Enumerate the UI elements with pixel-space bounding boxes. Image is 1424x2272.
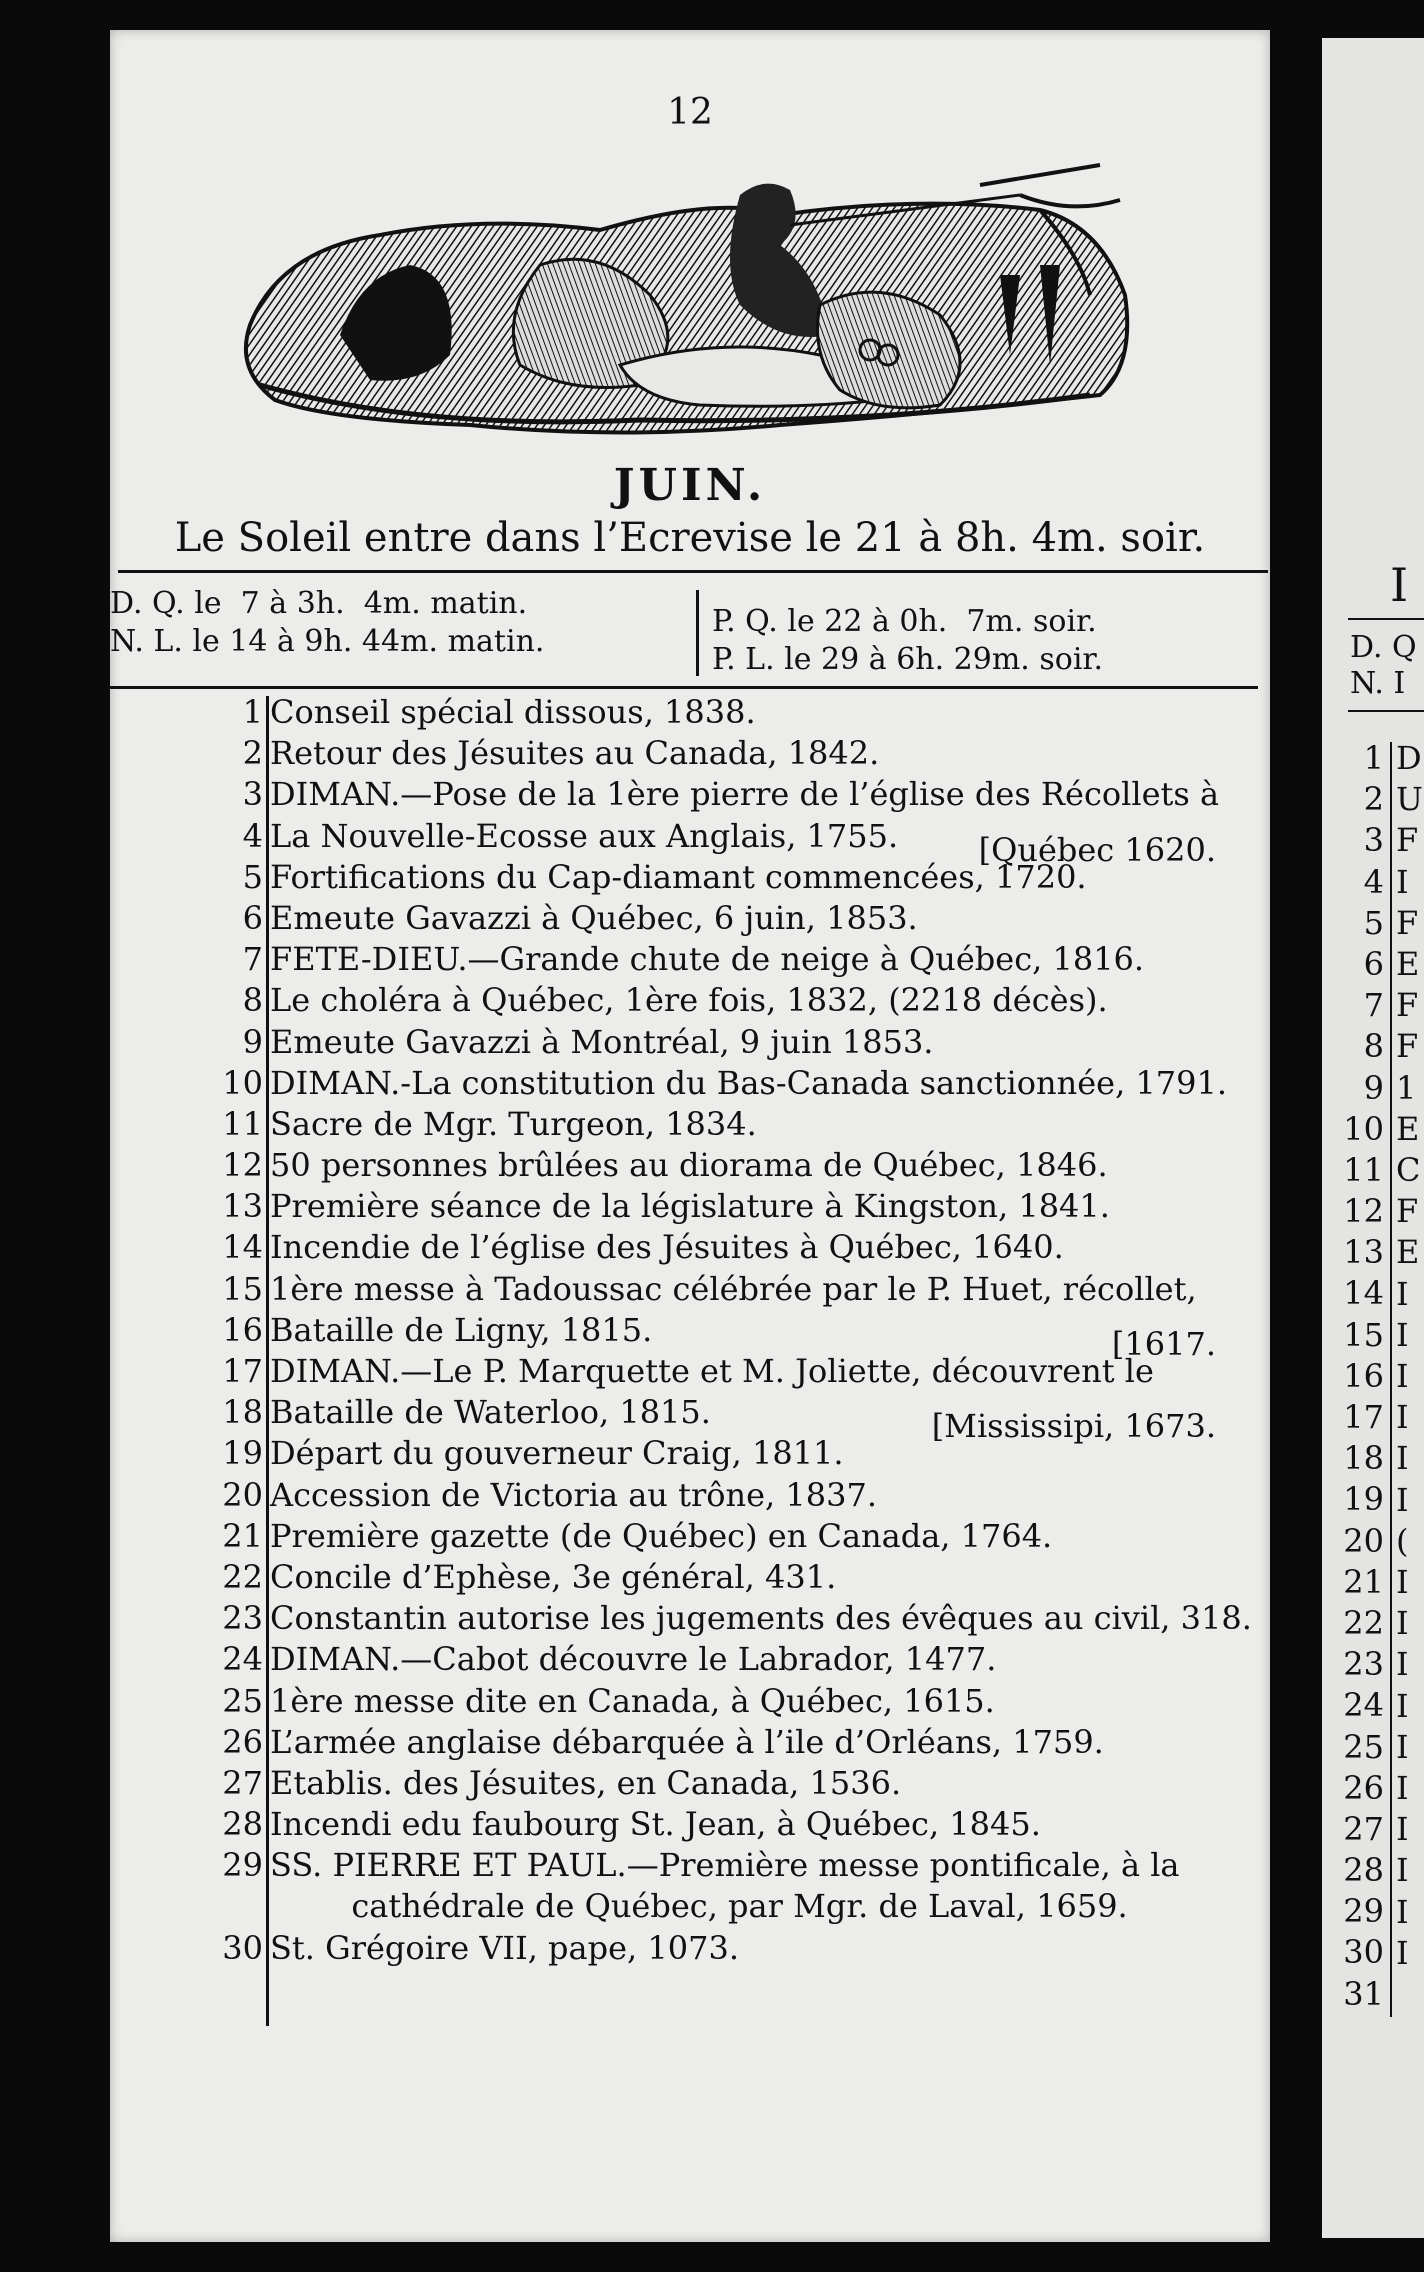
next-page-day-number: 18 <box>1343 1439 1384 1478</box>
day-number: 3 <box>242 775 263 814</box>
month-title: JUIN. <box>613 460 767 511</box>
next-page-day-number: 2 <box>1363 780 1384 819</box>
next-page-day-number: 16 <box>1343 1356 1384 1395</box>
entry-text: Emeute Gavazzi à Montréal, 9 juin 1853. <box>270 1022 934 1061</box>
entry-text: Le choléra à Québec, 1ère fois, 1832, (2218 décès). <box>270 981 1108 1020</box>
entry-text: DIMAN.—Le P. Marquette et M. Joliette, découvrent le <box>270 1352 1154 1390</box>
next-page-letter: U <box>1396 780 1423 819</box>
next-page-letter: I <box>1396 1933 1409 1972</box>
list-item <box>110 692 1270 733</box>
day-number: 19 <box>222 1434 263 1473</box>
next-page-day-number: 27 <box>1343 1809 1384 1848</box>
list-item <box>110 1104 1270 1145</box>
day-number: 13 <box>222 1187 263 1226</box>
next-page-day-number: 22 <box>1343 1603 1384 1642</box>
moon-phase-pl: P. L. le 29 à 6h. 29m. soir. <box>712 642 1103 677</box>
list-item <box>110 939 1270 980</box>
next-page-day-number: 7 <box>1363 986 1384 1025</box>
page-number: 12 <box>667 92 713 133</box>
day-number: 1 <box>242 693 263 731</box>
next-page-day-number: 13 <box>1343 1233 1384 1272</box>
day-number: 18 <box>222 1393 263 1432</box>
next-page-letter: I <box>1396 1604 1409 1643</box>
entry-text: 1ère messe dite en Canada, à Québec, 1615. <box>270 1681 995 1720</box>
entry-text: DIMAN.-La constitution du Bas-Canada sanctionnée, 1791. <box>270 1063 1228 1102</box>
entry-text: Sacre de Mgr. Turgeon, 1834. <box>270 1104 757 1143</box>
entry-text: Constantin autorise les jugements des évêques au civil, 318. <box>270 1599 1252 1638</box>
next-page-rule <box>1348 618 1424 620</box>
entry-text: Retour des Jésuites au Canada, 1842. <box>270 734 880 773</box>
entry-text: Fortifications du Cap-diamant commencées, 1720. <box>270 857 1087 896</box>
day-number: 25 <box>222 1681 263 1720</box>
next-page-letter: I <box>1396 1892 1409 1931</box>
next-page-letter: D <box>1396 739 1422 777</box>
next-page-letter: F <box>1396 1192 1419 1231</box>
next-page-day-number: 3 <box>1363 821 1384 860</box>
list-item <box>110 1928 1270 1969</box>
next-page-day-number: 6 <box>1363 944 1384 983</box>
next-page-letter: I <box>1396 1645 1409 1684</box>
next-page-letter: I <box>1396 1357 1409 1395</box>
day-number: 26 <box>222 1722 263 1761</box>
next-page-letter: I <box>1396 1686 1409 1725</box>
entry-text: Première gazette (de Québec) en Canada, 1764. <box>270 1516 1053 1555</box>
phases-top-rule <box>118 570 1268 573</box>
entry-text: La Nouvelle-Ecosse aux Anglais, 1755. <box>270 816 899 855</box>
list-item <box>110 1845 1270 1886</box>
day-number: 4 <box>242 816 263 855</box>
list-item <box>110 1598 1270 1639</box>
day-number: 14 <box>222 1228 263 1267</box>
next-page-day-list <box>1322 738 1390 2015</box>
list-item <box>110 1557 1270 1598</box>
entry-text: Bataille de Waterloo, 1815. <box>270 1393 711 1432</box>
next-page-day-number: 29 <box>1343 1892 1384 1931</box>
next-page-letter: I <box>1396 1274 1409 1313</box>
next-page-day-number: 14 <box>1343 1274 1384 1313</box>
next-page-day-number: 20 <box>1343 1521 1384 1560</box>
moon-phase-pq: P. Q. le 22 à 0h. 7m. soir. <box>712 604 1097 639</box>
phases-bottom-rule <box>110 686 1258 689</box>
list-item <box>110 816 1270 869</box>
next-page-day-number: 8 <box>1363 1027 1384 1066</box>
day-number: 6 <box>242 898 263 937</box>
next-page-day-number: 25 <box>1343 1727 1384 1766</box>
list-item <box>110 1186 1270 1227</box>
next-page-edge <box>1322 38 1424 2238</box>
sun-entry: Le Soleil entre dans l’Ecrevise le 21 à 8h. 4m. soir. <box>174 515 1206 561</box>
entries-list <box>110 692 1270 1969</box>
list-item <box>110 1145 1270 1186</box>
next-page-letter: F <box>1396 821 1419 860</box>
entry-text: SS. PIERRE ET PAUL.—Première messe pontificale, à la <box>270 1846 1180 1885</box>
entry-text: 50 personnes brûlées au diorama de Québec, 1846. <box>270 1146 1108 1185</box>
next-page-letter: I <box>1396 1810 1409 1849</box>
next-page-letter: I <box>1396 1727 1409 1766</box>
next-page-letter: I <box>1396 862 1409 901</box>
entry-continuation: [1617. <box>1111 1324 1216 1363</box>
next-page-letter: I <box>1396 1315 1409 1354</box>
next-page-letter: E <box>1396 1233 1420 1272</box>
day-number: 29 <box>222 1846 263 1885</box>
list-item <box>110 1351 1270 1392</box>
phases-divider <box>696 590 699 676</box>
list-item <box>110 774 1270 815</box>
list-item <box>110 1681 1270 1722</box>
moon-phase-dq: D. Q. le 7 à 3h. 4m. matin. <box>110 586 528 621</box>
day-number: 20 <box>222 1475 263 1514</box>
next-page-day-number: 9 <box>1363 1068 1384 1107</box>
entry-continuation: [Mississipi, 1673. <box>931 1407 1216 1446</box>
day-number: 7 <box>242 940 263 979</box>
next-page-phase-2: N. I <box>1350 666 1406 701</box>
day-number: 22 <box>222 1557 263 1596</box>
day-number: 30 <box>222 1928 263 1967</box>
next-page-letter: F <box>1396 1027 1419 1066</box>
next-page-day-number: 4 <box>1363 862 1384 901</box>
next-page-title-fragment: I <box>1390 558 1409 612</box>
next-page-rule-2 <box>1348 710 1424 712</box>
next-page-letter: I <box>1396 1851 1409 1890</box>
entry-text: L’armée anglaise débarquée à l’ile d’Orléans, 1759. <box>270 1722 1104 1761</box>
entry-text: Départ du gouverneur Craig, 1811. <box>270 1434 844 1473</box>
day-number: 24 <box>222 1640 263 1679</box>
list-item <box>110 1310 1270 1363</box>
next-page-letter: I <box>1396 1563 1409 1601</box>
entry-text: St. Grégoire VII, pape, 1073. <box>270 1928 739 1967</box>
entry-text: Accession de Victoria au trône, 1837. <box>270 1475 877 1514</box>
engraving-illustration <box>220 155 1140 445</box>
list-item <box>110 1269 1270 1310</box>
next-page-day-number: 12 <box>1343 1192 1384 1231</box>
day-number: 2 <box>242 734 263 773</box>
entry-text: Bataille de Ligny, 1815. <box>270 1310 653 1349</box>
entry-text: 1ère messe à Tadoussac célébrée par le P. Huet, récollet, <box>270 1269 1197 1308</box>
list-item <box>110 1763 1270 1804</box>
list-item <box>110 1227 1270 1268</box>
next-page-letter: E <box>1396 1109 1420 1148</box>
list-item <box>110 1063 1270 1104</box>
day-number: 11 <box>222 1104 263 1143</box>
next-page-letter: E <box>1396 945 1420 983</box>
entry-text: DIMAN.—Cabot découvre le Labrador, 1477. <box>270 1640 997 1679</box>
day-number: 8 <box>242 981 263 1020</box>
almanac-page <box>110 30 1270 2242</box>
next-page-day-number: 19 <box>1343 1480 1384 1519</box>
list-item <box>110 1392 1270 1446</box>
next-page-day-number: 26 <box>1343 1768 1384 1807</box>
next-page-letter: I <box>1396 1439 1409 1478</box>
next-page-day-number: 15 <box>1343 1315 1384 1354</box>
entry-text: Concile d’Ephèse, 3e général, 431. <box>270 1557 837 1596</box>
list-item <box>110 980 1270 1021</box>
entry-text: Conseil spécial dissous, 1838. <box>270 693 756 731</box>
entry-text: Première séance de la législature à Kingston, 1841. <box>270 1187 1110 1226</box>
day-number: 28 <box>222 1805 263 1844</box>
next-page-letter: I <box>1396 1398 1409 1437</box>
entry-text: cathédrale de Québec, par Mgr. de Laval, 1659. <box>270 1887 1128 1926</box>
next-page-phase-1: D. Q <box>1350 630 1417 665</box>
next-page-letter: 1 <box>1396 1068 1417 1107</box>
next-page-letter: ( <box>1396 1521 1409 1560</box>
list-item <box>110 1475 1270 1516</box>
day-number: 12 <box>222 1146 263 1185</box>
day-number: 10 <box>222 1063 263 1102</box>
list-item <box>110 1722 1270 1763</box>
list-item <box>110 1022 1270 1063</box>
entry-text: Incendie de l’église des Jésuites à Québec, 1640. <box>270 1228 1064 1267</box>
entry-text: FETE-DIEU.—Grande chute de neige à Québec, 1816. <box>270 940 1145 979</box>
entry-text: Etablis. des Jésuites, en Canada, 1536. <box>270 1763 902 1802</box>
list-item <box>110 1886 1270 1927</box>
list-item <box>110 1804 1270 1845</box>
day-number: 9 <box>242 1022 263 1061</box>
entry-continuation: [Québec 1620. <box>978 830 1216 869</box>
next-page-letter: I <box>1396 1480 1409 1519</box>
entry-text: Emeute Gavazzi à Québec, 6 juin, 1853. <box>270 898 918 937</box>
day-number: 15 <box>222 1269 263 1308</box>
next-page-letter: C <box>1396 1151 1421 1189</box>
next-page-day-number: 28 <box>1343 1851 1384 1890</box>
next-page-day-number: 21 <box>1343 1562 1384 1601</box>
entry-text: DIMAN.—Pose de la 1ère pierre de l’église des Récollets à <box>270 775 1220 814</box>
next-page-day-number: 31 <box>1343 1974 1384 2013</box>
next-page-day-number: 30 <box>1343 1933 1384 1972</box>
next-page-day-number: 23 <box>1343 1645 1384 1684</box>
moon-phase-nl: N. L. le 14 à 9h. 44m. matin. <box>110 624 545 659</box>
next-page-letter: F <box>1396 903 1419 942</box>
list-item <box>110 1433 1270 1474</box>
entry-text: Incendi edu faubourg St. Jean, à Québec, 1845. <box>270 1805 1041 1844</box>
next-page-day-number: 10 <box>1343 1109 1384 1148</box>
next-page-letter: F <box>1396 986 1419 1025</box>
day-number: 16 <box>222 1310 263 1349</box>
list-item <box>110 898 1270 939</box>
list-item <box>110 857 1270 898</box>
list-item <box>110 1639 1270 1680</box>
day-number: 27 <box>222 1763 263 1802</box>
day-number: 23 <box>222 1599 263 1638</box>
day-number: 21 <box>222 1516 263 1555</box>
next-page-letter: I <box>1396 1769 1409 1807</box>
next-page-day-number: 24 <box>1343 1686 1384 1725</box>
next-page-day-number: 17 <box>1343 1398 1384 1436</box>
day-number: 5 <box>242 857 263 896</box>
next-page-day-number: 11 <box>1343 1150 1384 1189</box>
list-item <box>110 1516 1270 1557</box>
list-item <box>110 733 1270 774</box>
next-page-day-number: 5 <box>1363 903 1384 942</box>
day-number: 17 <box>222 1352 263 1390</box>
next-page-day-rule <box>1390 742 1392 2017</box>
next-page-day-number: 1 <box>1363 739 1384 777</box>
